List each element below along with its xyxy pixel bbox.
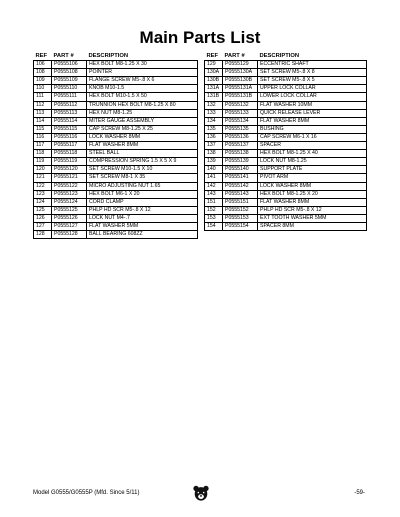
- cell-ref: 123: [34, 190, 52, 198]
- cell-ref: 122: [34, 182, 52, 190]
- cell-part-number: P0555151: [223, 198, 258, 206]
- cell-ref: 132: [205, 101, 223, 109]
- cell-part-number: P0555129: [223, 61, 258, 69]
- cell-ref: 118: [34, 150, 52, 158]
- cell-part-number: P0555114: [52, 117, 87, 125]
- cell-ref: 135: [205, 125, 223, 133]
- cell-description: FLANGE SCREW M5-.8 X 6: [87, 77, 198, 85]
- bear-head-icon: [192, 484, 210, 502]
- cell-part-number: P0555133: [223, 109, 258, 117]
- cell-description: FLAT WASHER 8MM: [258, 198, 367, 206]
- cell-ref: 113: [34, 109, 52, 117]
- cell-description: BALL BEARING 608ZZ: [87, 231, 198, 239]
- table-row: [34, 117, 198, 125]
- cell-description: TRUNNION HEX BOLT M8-1.25 X 80: [87, 101, 198, 109]
- table-row: [205, 125, 367, 133]
- cell-ref: 153: [205, 214, 223, 222]
- table-row: [34, 190, 198, 198]
- cell-ref: 136: [205, 133, 223, 141]
- cell-description: HEX BOLT M8-1.25 X 40: [258, 150, 367, 158]
- header-description: DESCRIPTION: [88, 53, 129, 59]
- cell-ref: 121: [34, 174, 52, 182]
- cell-part-number: P0555143: [223, 190, 258, 198]
- table-row: [34, 198, 198, 206]
- cell-ref: 142: [205, 182, 223, 190]
- cell-ref: 134: [205, 117, 223, 125]
- cell-ref: 114: [34, 117, 52, 125]
- cell-part-number: P0555117: [52, 142, 87, 150]
- cell-part-number: P0555134: [223, 117, 258, 125]
- cell-part-number: P0555130A: [223, 69, 258, 77]
- cell-description: LOCK NUT M4-.7: [87, 214, 198, 222]
- cell-part-number: P0555118: [52, 150, 87, 158]
- parts-table-left: [33, 53, 198, 239]
- cell-part-number: P0555106: [52, 61, 87, 69]
- cell-description: HEX BOLT M8-1.25 X 30: [87, 61, 198, 69]
- cell-description: STEEL BALL: [87, 150, 198, 158]
- cell-ref: 137: [205, 142, 223, 150]
- cell-ref: 117: [34, 142, 52, 150]
- cell-ref: 111: [34, 93, 52, 101]
- cell-part-number: P0555120: [52, 166, 87, 174]
- cell-ref: 127: [34, 222, 52, 230]
- cell-description: ECCENTRIC SHAFT: [258, 61, 367, 69]
- table-row: [205, 117, 367, 125]
- cell-part-number: P0555108: [52, 69, 87, 77]
- cell-description: PHLP HD SCR M5-.8 X 12: [258, 206, 367, 214]
- cell-ref: 106: [34, 61, 52, 69]
- cell-ref: 138: [205, 150, 223, 158]
- cell-part-number: P0555109: [52, 77, 87, 85]
- table-row: [205, 85, 367, 93]
- cell-ref: 109: [34, 77, 52, 85]
- table-row: [205, 214, 367, 222]
- cell-part-number: P0555137: [223, 142, 258, 150]
- cell-description: LOCK WASHER 8MM: [258, 182, 367, 190]
- cell-description: SET SCREW M5-.8 X 5: [258, 77, 367, 85]
- cell-ref: 133: [205, 109, 223, 117]
- table-row: [205, 182, 367, 190]
- cell-description: BUSHING: [258, 125, 367, 133]
- cell-description: SPACER 8MM: [258, 222, 367, 230]
- table-row: [34, 166, 198, 174]
- cell-description: QUICK RELEASE LEVER: [258, 109, 367, 117]
- cell-description: FLAT WASHER 8MM: [87, 142, 198, 150]
- cell-part-number: P0555127: [52, 222, 87, 230]
- table-row: [205, 93, 367, 101]
- cell-description: HEX BOLT M6-1 X 20: [87, 190, 198, 198]
- header-ref: REF: [206, 53, 219, 59]
- table-row: [34, 101, 198, 109]
- cell-description: SPACER: [258, 142, 367, 150]
- cell-part-number: P0555121: [52, 174, 87, 182]
- cell-part-number: P0555130B: [223, 77, 258, 85]
- cell-description: SUPPORT PLATE: [258, 166, 367, 174]
- table-row: [205, 206, 367, 214]
- cell-description: LOCK WASHER 8MM: [87, 133, 198, 141]
- cell-ref: 140: [205, 166, 223, 174]
- table-row: [205, 69, 367, 77]
- table-row: [205, 77, 367, 85]
- cell-ref: 152: [205, 206, 223, 214]
- cell-ref: 120: [34, 166, 52, 174]
- table-row: [34, 174, 198, 182]
- table-row: [34, 158, 198, 166]
- cell-description: LOWER LOCK COLLAR: [258, 93, 367, 101]
- table-header-row: [34, 53, 198, 61]
- cell-part-number: P0555132: [223, 101, 258, 109]
- cell-description: FLAT WASHER 5MM: [87, 222, 198, 230]
- table-row: [34, 214, 198, 222]
- cell-ref: 112: [34, 101, 52, 109]
- cell-description: HEX BOLT M10-1.5 X 50: [87, 93, 198, 101]
- table-row: [34, 150, 198, 158]
- table-row: [205, 222, 367, 230]
- cell-description: HEX NUT M8-1.25: [87, 109, 198, 117]
- header-ref: REF: [35, 53, 48, 59]
- cell-description: SET SCREW M10-1.5 X 10: [87, 166, 198, 174]
- cell-ref: 139: [205, 158, 223, 166]
- cell-part-number: P0555122: [52, 182, 87, 190]
- cell-part-number: P0555119: [52, 158, 87, 166]
- cell-ref: 115: [34, 125, 52, 133]
- cell-ref: 131A: [205, 85, 223, 93]
- cell-part-number: P0555116: [52, 133, 87, 141]
- cell-ref: 108: [34, 69, 52, 77]
- table-row: [205, 142, 367, 150]
- table-row: [34, 61, 198, 69]
- cell-part-number: P0555142: [223, 182, 258, 190]
- table-row: [34, 182, 198, 190]
- cell-part-number: P0555152: [223, 206, 258, 214]
- cell-ref: 128: [34, 231, 52, 239]
- header-part: PART #: [224, 53, 245, 59]
- page-number: -59-: [354, 490, 365, 496]
- header-part: PART #: [53, 53, 74, 59]
- cell-part-number: P0555131A: [223, 85, 258, 93]
- cell-description: POINTER: [87, 69, 198, 77]
- table-row: [34, 85, 198, 93]
- cell-part-number: P0555136: [223, 133, 258, 141]
- cell-part-number: P0555126: [52, 214, 87, 222]
- cell-description: PHLP HD SCR M5-.8 X 12: [87, 206, 198, 214]
- table-row: [205, 150, 367, 158]
- cell-ref: 141: [205, 174, 223, 182]
- cell-description: FLAT WASHER 10MM: [258, 101, 367, 109]
- cell-part-number: P0555113: [52, 109, 87, 117]
- cell-part-number: P0555153: [223, 214, 258, 222]
- table-row: [205, 101, 367, 109]
- table-row: [34, 231, 198, 239]
- cell-part-number: P0555140: [223, 166, 258, 174]
- cell-description: SET SCREW M5-.8 X 8: [258, 69, 367, 77]
- cell-part-number: P0555131B: [223, 93, 258, 101]
- table-row: [34, 133, 198, 141]
- table-row: [205, 198, 367, 206]
- cell-part-number: P0555125: [52, 206, 87, 214]
- cell-part-number: P0555154: [223, 222, 258, 230]
- table-row: [34, 142, 198, 150]
- cell-part-number: P0555123: [52, 190, 87, 198]
- cell-ref: 129: [205, 61, 223, 69]
- cell-description: MITER GAUGE ASSEMBLY: [87, 117, 198, 125]
- cell-description: CORD CLAMP: [87, 198, 198, 206]
- table-row: [205, 174, 367, 182]
- cell-part-number: P0555124: [52, 198, 87, 206]
- table-row: [34, 77, 198, 85]
- cell-description: PIVOT ARM: [258, 174, 367, 182]
- table-row: [205, 166, 367, 174]
- table-row: [34, 109, 198, 117]
- cell-part-number: P0555110: [52, 85, 87, 93]
- cell-description: MICRO ADJUSTING NUT 1.65: [87, 182, 198, 190]
- cell-part-number: P0555139: [223, 158, 258, 166]
- cell-description: HEX BOLT M8-1.25 X 20: [258, 190, 367, 198]
- footer-model: Model G0555/G0555P (Mfd. Since 5/11): [33, 490, 140, 496]
- page-title: Main Parts List: [139, 28, 261, 47]
- cell-ref: 143: [205, 190, 223, 198]
- cell-part-number: P0555111: [52, 93, 87, 101]
- cell-description: UPPER LOCK COLLAR: [258, 85, 367, 93]
- cell-description: SET SCREW M8-1 X 35: [87, 174, 198, 182]
- cell-part-number: P0555138: [223, 150, 258, 158]
- table-row: [34, 93, 198, 101]
- table-header-row: [205, 53, 367, 61]
- cell-part-number: P0555112: [52, 101, 87, 109]
- header-description: DESCRIPTION: [259, 53, 300, 59]
- cell-description: KNOB M10-1.5: [87, 85, 198, 93]
- cell-ref: 125: [34, 206, 52, 214]
- cell-description: COMPRESSION SPRING 1.5 X 5 X 9: [87, 158, 198, 166]
- cell-ref: 110: [34, 85, 52, 93]
- cell-description: CAP SCREW M8-1.25 X 25: [87, 125, 198, 133]
- table-row: [205, 158, 367, 166]
- table-row: [205, 109, 367, 117]
- cell-ref: 126: [34, 214, 52, 222]
- cell-description: CAP SCREW M6-1 X 16: [258, 133, 367, 141]
- cell-ref: 116: [34, 133, 52, 141]
- table-row: [205, 190, 367, 198]
- parts-table-right: [204, 53, 367, 231]
- cell-description: LOCK NUT M8-1.25: [258, 158, 367, 166]
- cell-part-number: P0555141: [223, 174, 258, 182]
- cell-ref: 154: [205, 222, 223, 230]
- cell-ref: 151: [205, 198, 223, 206]
- cell-ref: 130B: [205, 77, 223, 85]
- cell-part-number: P0555115: [52, 125, 87, 133]
- cell-description: EXT TOOTH WASHER 5MM: [258, 214, 367, 222]
- table-row: [205, 61, 367, 69]
- table-row: [34, 222, 198, 230]
- cell-description: FLAT WASHER 8MM: [258, 117, 367, 125]
- cell-ref: 119: [34, 158, 52, 166]
- cell-ref: 124: [34, 198, 52, 206]
- cell-ref: 131B: [205, 93, 223, 101]
- table-row: [34, 125, 198, 133]
- table-row: [205, 133, 367, 141]
- cell-part-number: P0555128: [52, 231, 87, 239]
- cell-part-number: P0555135: [223, 125, 258, 133]
- cell-ref: 130A: [205, 69, 223, 77]
- table-row: [34, 69, 198, 77]
- table-row: [34, 206, 198, 214]
